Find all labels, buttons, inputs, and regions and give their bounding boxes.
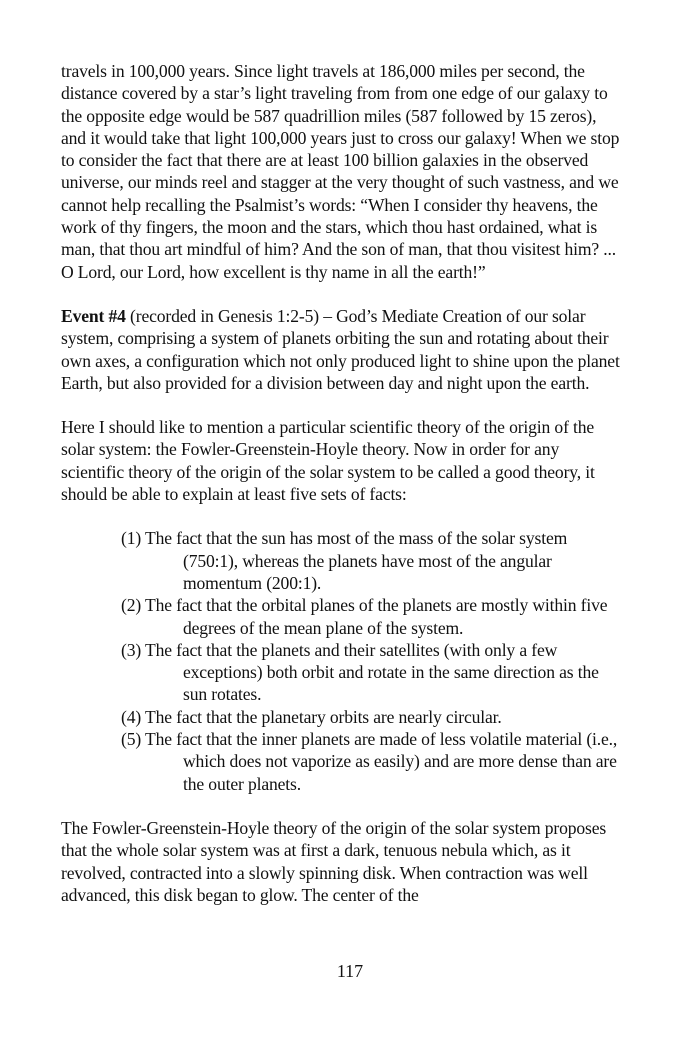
- list-item: (4) The fact that the planetary orbits are nearly circular.: [121, 706, 502, 727]
- page-number: 117: [336, 961, 364, 981]
- facts-list: [61, 527, 621, 795]
- paragraph-event-4: [61, 305, 621, 394]
- paragraph-theory-intro: Here I should like to mention a particular scientific theory of the origin of the solar system: the Fowler-Greenstein-Hoyle theory. Now in order for any scientific theory of the origin of the solar system to be called a good theory, it should be able to explain at least five sets of facts:: [61, 417, 595, 505]
- paragraph-light-travel: travels in 100,000 years. Since light travels at 186,000 miles per second, the distance covered by a star’s light traveling from from one edge of our galaxy to the opposite edge would be 587 quadrillion miles (587 followed by 15 zeros), and it would take that light 100,000 years just to cross our galaxy! When we stop to consider the fact that there are at least 100 billion galaxies in the observed universe, our minds reel and stagger at the very thought of such vastness, and we cannot help recalling the Psalmist’s words: “When I consider thy heavens, the work of thy fingers, the moon and the stars, which thou hast ordained, what is man, that thou art mindful of him? And the son of man, that thou visitest him? ... O Lord, our Lord, how excellent is thy name in all the earth!”: [61, 61, 620, 282]
- list-item: (5) The fact that the inner planets are made of less volatile material (i.e., which does not vaporize as easily) and are more dense than are the outer planets.: [121, 729, 618, 794]
- list-item: (3) The fact that the planets and their satellites (with only a few exceptions) both orbit and rotate in the same direction as the sun rotates.: [121, 639, 599, 705]
- event-description: (recorded in Genesis 1:2-5) – God’s Mediate Creation of our solar system, comprising a system of planets orbiting the sun and rotating about their own axes, a configuration which not only produced light to shine upon the planet Earth, but also provided for a division between day and night upon the earth.: [61, 305, 620, 393]
- paragraph-theory-description: The Fowler-Greenstein-Hoyle theory of the origin of the solar system proposes that the whole solar system was at first a dark, tenuous nebula which, as it revolved, contracted into a slowly spinning disk. When contraction was well advanced, this disk began to glow. The center of the: [61, 817, 607, 905]
- event-heading: Event #4: [61, 305, 126, 326]
- list-item: (1) The fact that the sun has most of the mass of the solar system (750:1), whereas the planets have most of the angular momentum (200:1).: [121, 528, 568, 593]
- page-body: [61, 60, 621, 928]
- list-item: (2) The fact that the orbital planes of the planets are mostly within five degrees of the mean plane of the system.: [121, 595, 608, 638]
